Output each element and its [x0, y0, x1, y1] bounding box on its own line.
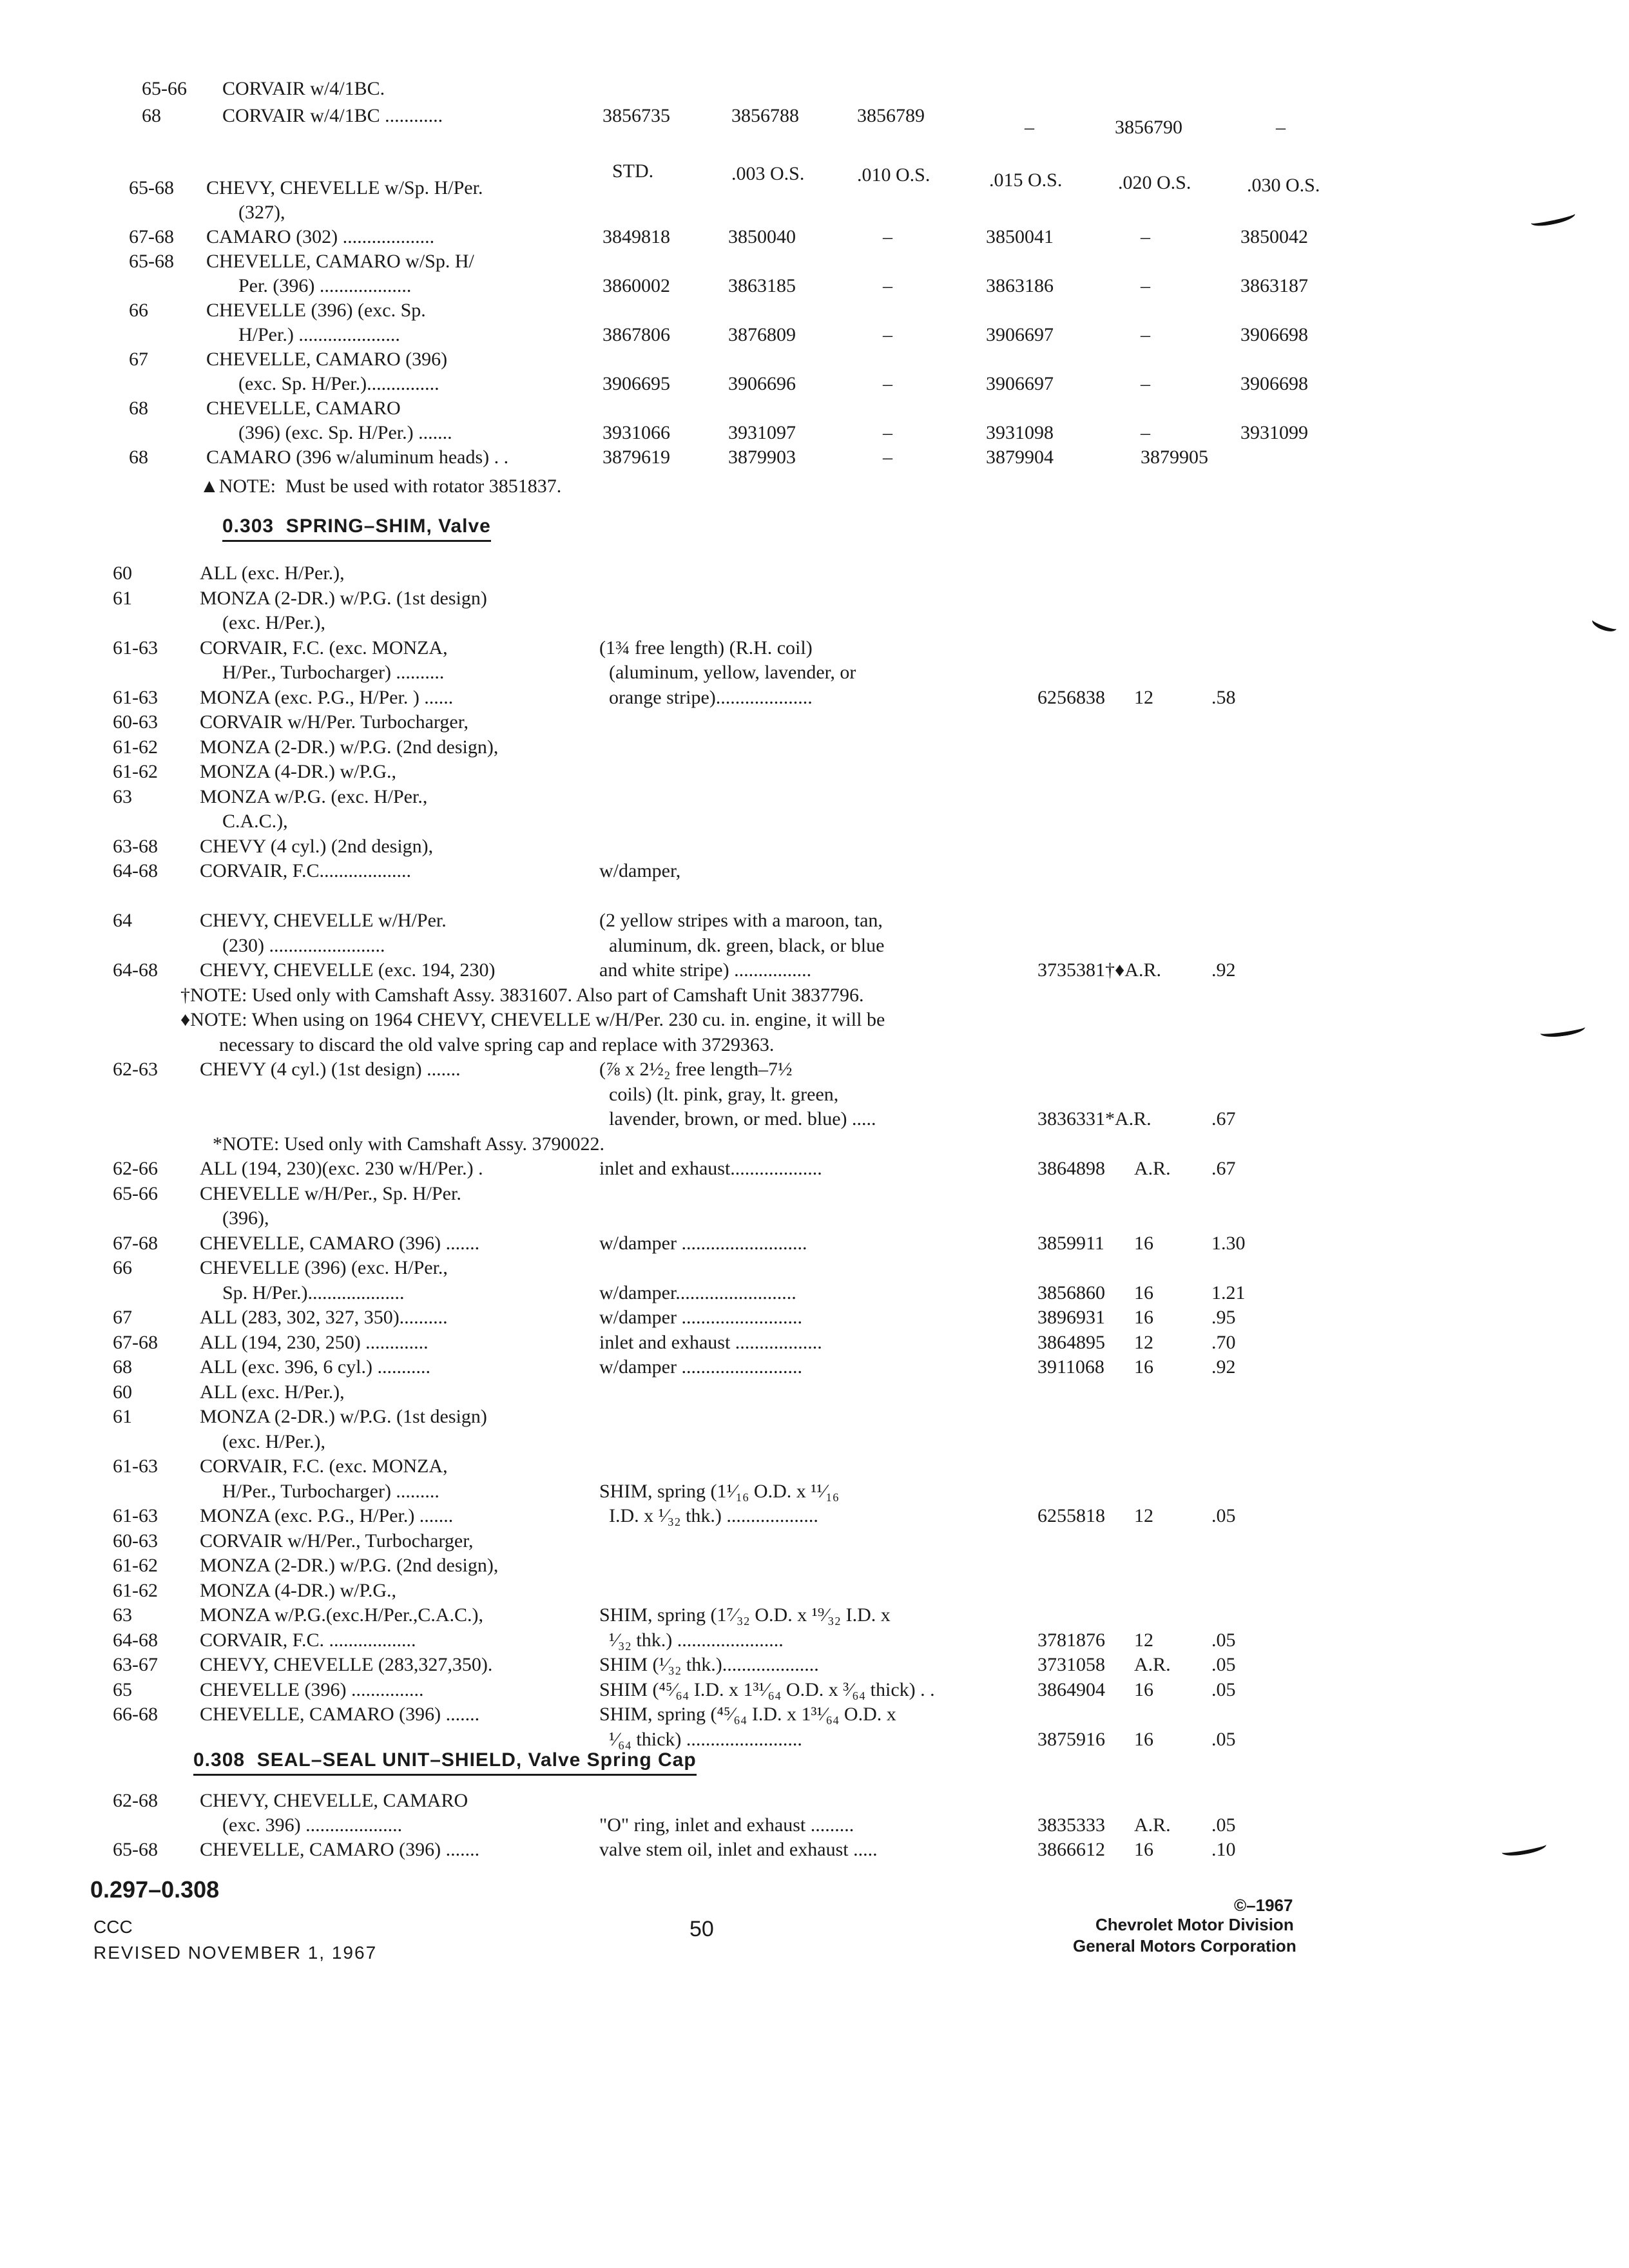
table-row [0, 759, 1629, 785]
value-cell: – [883, 226, 892, 247]
year-cell: 66 [113, 1257, 132, 1278]
model-cell: CHEVY, CHEVELLE w/H/Per. [200, 910, 447, 931]
table-row [0, 1727, 1629, 1753]
table-row [0, 1206, 1629, 1231]
table-row [0, 249, 1629, 274]
description-cell: SHIM, spring (⁴⁵⁄₆₄ I.D. x 1³¹⁄₆₄ O.D. x [599, 1704, 896, 1725]
model-cell: †NOTE: Used only with Camshaft Assy. 3831607. Also part of Camshaft Unit 3837796. [180, 984, 864, 1006]
model-cell: CORVAIR w/H/Per., Turbocharger, [200, 1530, 474, 1552]
value-cell: 3860002 [602, 275, 670, 296]
value-cell: 3863187 [1240, 275, 1308, 296]
value-cell: 3876809 [728, 324, 796, 345]
table-row [0, 1812, 1629, 1838]
price-cell: .70 [1211, 1331, 1236, 1353]
table-row [0, 957, 1629, 983]
model-cell: CHEVY (4 cyl.) (1st design) ....... [200, 1059, 461, 1080]
year-cell: 67-68 [113, 1331, 158, 1353]
value-cell: – [883, 275, 892, 296]
year-cell: 63 [113, 785, 132, 807]
model-cell: CORVAIR, F.C. .................. [200, 1629, 416, 1651]
year-cell: 64-68 [113, 860, 158, 881]
model-cell: (396) (exc. Sp. H/Per.) ....... [238, 422, 452, 443]
table-row [0, 1106, 1629, 1132]
table-row [0, 561, 1629, 586]
table-row [0, 1255, 1629, 1281]
year-cell: 60 [113, 562, 132, 584]
table-row [0, 298, 1629, 323]
description-cell: SHIM (⁴⁵⁄₆₄ I.D. x 1³¹⁄₆₄ O.D. x ³⁄₆₄ thick) . . [599, 1678, 935, 1700]
value-cell: 3906695 [602, 373, 670, 394]
quantity-cell: 16 [1134, 1728, 1153, 1750]
model-cell: ALL (exc. 396, 6 cyl.) ........... [200, 1356, 430, 1378]
model-cell: CHEVY, CHEVELLE (283,327,350). [200, 1654, 493, 1675]
table-row [0, 1156, 1629, 1182]
model-cell: H/Per.) ..................... [238, 324, 400, 345]
model-cell: ALL (exc. H/Per.), [200, 1381, 345, 1403]
year-cell: 65 [113, 1678, 132, 1700]
table-row [0, 1231, 1629, 1256]
quantity-cell: 12 [1134, 1505, 1153, 1526]
description-cell: orange stripe).................... [599, 686, 813, 708]
year-cell: 65-68 [129, 251, 174, 272]
year-cell: 62-66 [113, 1158, 158, 1179]
year-cell: 68 [129, 398, 148, 419]
year-cell: 68 [129, 447, 148, 468]
year-cell: 68 [113, 1356, 132, 1378]
part-number-cell: 3859911 [1037, 1232, 1104, 1254]
value-cell: 3931098 [986, 422, 1054, 443]
value-cell: 3879904 [986, 447, 1054, 468]
year-cell: 62-63 [113, 1059, 158, 1080]
value-cell: 3863186 [986, 275, 1054, 296]
quantity-cell: 12 [1134, 1629, 1153, 1651]
model-cell: ALL (exc. H/Per.), [200, 562, 345, 584]
table-row [0, 809, 1629, 834]
year-cell: 61-63 [113, 1456, 158, 1477]
table-row [0, 685, 1629, 711]
model-cell: H/Per., Turbocharger) .......... [213, 662, 445, 683]
description-cell: (⅞ x 2½₂ free length–7½ [599, 1059, 793, 1080]
model-cell: CHEVELLE (396) (exc. H/Per., [200, 1257, 448, 1278]
table-row [0, 1479, 1629, 1504]
table-row [0, 322, 1629, 348]
table-row [0, 660, 1629, 686]
description-cell: SHIM, spring (1⁷⁄₃₂ O.D. x ¹⁹⁄₃₂ I.D. x [599, 1604, 891, 1626]
table-row [0, 933, 1629, 959]
description-cell: lavender, brown, or med. blue) ..... [599, 1108, 876, 1129]
description-cell: (aluminum, yellow, lavender, or [599, 662, 856, 683]
year-cell: 63 [113, 1604, 132, 1626]
description-cell: valve stem oil, inlet and exhaust ..... [599, 1839, 878, 1860]
year-cell: 64 [113, 910, 132, 931]
table-row [0, 1354, 1629, 1380]
model-cell: ALL (283, 302, 327, 350).......... [200, 1307, 448, 1328]
table-row [0, 610, 1629, 636]
part-number-cell: 3896931 [1037, 1307, 1105, 1328]
description-cell: w/damper, [599, 860, 681, 881]
year-cell: 61 [113, 587, 132, 609]
part-number-cell: 3864895 [1037, 1331, 1105, 1353]
model-cell: CHEVELLE (396) (exc. Sp. [206, 300, 426, 321]
quantity-cell: 16 [1134, 1678, 1153, 1700]
year-cell: 65-66 [113, 1182, 158, 1204]
price-cell: .05 [1211, 1654, 1236, 1675]
model-cell: CHEVY, CHEVELLE w/Sp. H/Per. [206, 177, 483, 198]
model-cell: CHEVY (4 cyl.) (2nd design), [200, 835, 434, 857]
price-cell: .95 [1211, 1307, 1236, 1328]
table-row [0, 396, 1629, 421]
model-cell: Per. (396) ................... [238, 275, 412, 296]
description-cell: I.D. x ¹⁄₃₂ thk.) ................... [599, 1505, 818, 1526]
part-number-cell: 3866612 [1037, 1839, 1105, 1860]
price-cell: .67 [1211, 1158, 1236, 1179]
description-cell: ¹⁄₆₄ thick) ........................ [599, 1728, 802, 1750]
model-cell: Sp. H/Per.).................... [213, 1282, 405, 1303]
group-range: 0.297–0.308 [90, 1876, 220, 1903]
table-row [0, 1007, 1629, 1033]
year-cell: 60 [113, 1381, 132, 1403]
value-cell: – [883, 447, 892, 468]
model-cell: CORVAIR, F.C................... [200, 860, 412, 881]
model-cell: MONZA (2-DR.) w/P.G. (1st design) [200, 1406, 487, 1427]
table-row [0, 1628, 1629, 1653]
table-row [0, 1379, 1629, 1405]
table-row [0, 883, 1629, 909]
value-cell: – [1141, 275, 1150, 296]
quantity-cell: A.R. [1134, 1814, 1171, 1836]
part-number-cell: 3731058 [1037, 1654, 1105, 1675]
price-cell: 1.30 [1211, 1232, 1246, 1254]
model-cell: (exc. Sp. H/Per.)............... [238, 373, 439, 394]
description-cell: (1¾ free length) (R.H. coil) [599, 637, 813, 658]
price-cell: .92 [1211, 1356, 1236, 1378]
corporation: General Motors Corporation [1073, 1936, 1296, 1956]
price-cell: .05 [1211, 1629, 1236, 1651]
table-row [0, 1404, 1629, 1430]
year-cell: 65-68 [129, 177, 174, 198]
value-cell: – [1141, 226, 1150, 247]
year-cell: 61-62 [113, 1555, 158, 1576]
year-cell: 64-68 [113, 959, 158, 981]
model-cell: CHEVELLE, CAMARO (396) ....... [200, 1839, 480, 1860]
part-number-cell: 3875916 [1037, 1728, 1105, 1750]
part-number-cell: 3864904 [1037, 1678, 1105, 1700]
model-cell: necessary to discard the old valve spring cap and replace with 3729363. [180, 1033, 775, 1055]
part-number-cell: 3835333 [1037, 1814, 1105, 1836]
table-row [0, 1057, 1629, 1082]
value-cell: – [1141, 422, 1150, 443]
list-item: 65-66 CORVAIR w/4/1BC. [142, 78, 385, 99]
year-cell: 66 [129, 300, 148, 321]
part-number-cell: 3864898 [1037, 1158, 1105, 1179]
table-row [0, 1330, 1629, 1356]
table-row [0, 1305, 1629, 1331]
model-cell: MONZA w/P.G. (exc. H/Per., [200, 785, 428, 807]
description-cell: (2 yellow stripes with a maroon, tan, [599, 910, 883, 931]
model-cell: (230) ........................ [213, 934, 385, 956]
value-cell: – [883, 324, 892, 345]
table-row [0, 1837, 1629, 1863]
table-row [0, 1503, 1629, 1529]
note: ▲NOTE: Must be used with rotator 3851837. [200, 476, 562, 497]
model-cell: ♦NOTE: When using on 1964 CHEVY, CHEVELLE w/H/Per. 230 cu. in. engine, it will be [180, 1009, 885, 1030]
quantity-cell: 16 [1134, 1356, 1153, 1378]
price-cell: 1.21 [1211, 1282, 1246, 1303]
table-row [0, 735, 1629, 760]
description-cell: ¹⁄₃₂ thk.) ...................... [599, 1629, 784, 1651]
quantity-cell: 16 [1134, 1282, 1153, 1303]
table-row [0, 1082, 1629, 1108]
model-cell: MONZA w/P.G.(exc.H/Per.,C.A.C.), [200, 1604, 483, 1626]
model-cell: (exc. 396) .................... [213, 1814, 403, 1836]
model-cell: MONZA (4-DR.) w/P.G., [200, 761, 397, 782]
description-cell: aluminum, dk. green, black, or blue [599, 934, 885, 956]
year-cell: 67 [129, 349, 148, 370]
quantity-cell: A.R. [1134, 1654, 1171, 1675]
table-row [0, 1702, 1629, 1727]
value-cell: 3906698 [1240, 373, 1308, 394]
price-cell: .58 [1211, 686, 1236, 708]
value-cell: 3931097 [728, 422, 796, 443]
value-cell: 3906698 [1240, 324, 1308, 345]
table-row [0, 1652, 1629, 1678]
model-cell: CHEVELLE (396) ............... [200, 1678, 424, 1700]
description-cell: w/damper ......................... [599, 1356, 802, 1378]
year-cell: 67-68 [113, 1232, 158, 1254]
table-row [0, 1032, 1629, 1058]
quantity-cell: 16 [1134, 1839, 1153, 1860]
model-cell: MONZA (exc. P.G., H/Per.) ....... [200, 1505, 454, 1526]
model-cell: (exc. H/Per.), [213, 612, 325, 633]
model-cell: CORVAIR, F.C. (exc. MONZA, [200, 637, 448, 658]
table-row [0, 445, 1629, 470]
value-cell: 3850040 [728, 226, 796, 247]
description-cell: SHIM, spring (1¹⁄₁₆ O.D. x ¹¹⁄₁₆ [599, 1480, 840, 1502]
table-row [0, 1429, 1629, 1455]
model-cell: CAMARO (302) ................... [206, 226, 435, 247]
price-cell: .67 [1211, 1108, 1236, 1129]
model-cell: CHEVELLE, CAMARO (396) ....... [200, 1704, 480, 1725]
part-number-cell: 6256838 [1037, 686, 1105, 708]
year-cell: 61-62 [113, 761, 158, 782]
description-cell: w/damper .......................... [599, 1232, 807, 1254]
price-cell: .05 [1211, 1678, 1236, 1700]
table-row [0, 1788, 1629, 1814]
value-cell: 3906697 [986, 373, 1054, 394]
model-cell: MONZA (2-DR.) w/P.G. (2nd design), [200, 736, 499, 758]
model-cell: MONZA (2-DR.) w/P.G. (2nd design), [200, 1555, 499, 1576]
table-row [0, 1528, 1629, 1554]
catalog-code: CCC [93, 1917, 133, 1937]
year-cell: 66-68 [113, 1704, 158, 1725]
table-row [0, 1578, 1629, 1604]
table-row [0, 420, 1629, 446]
description-cell: w/damper......................... [599, 1282, 796, 1303]
part-number-cell: 6255818 [1037, 1505, 1105, 1526]
year-cell: 64-68 [113, 1629, 158, 1651]
model-cell: CHEVY, CHEVELLE, CAMARO [200, 1790, 468, 1811]
value-cell: 3906697 [986, 324, 1054, 345]
column-headers: STD. .003 O.S. .010 O.S. .015 O.S. .020 O.S. .030 O.S. [612, 160, 1320, 196]
quantity-cell: 12 [1134, 686, 1153, 708]
year-cell: 61-62 [113, 1579, 158, 1601]
table-row [0, 983, 1629, 1008]
table-row [0, 224, 1629, 250]
table-row [0, 1553, 1629, 1579]
model-cell: (exc. H/Per.), [213, 1430, 325, 1452]
model-cell: CORVAIR, F.C. (exc. MONZA, [200, 1456, 448, 1477]
price-cell: .10 [1211, 1839, 1236, 1860]
year-cell: 60-63 [113, 1530, 158, 1552]
section-heading: 0.303 SPRING–SHIM, Valve [222, 515, 491, 542]
quantity-cell: A.R. [1134, 1158, 1171, 1179]
part-number-cell: 3735381†♦A.R. [1037, 959, 1161, 981]
table-row [0, 175, 1629, 201]
table-row [0, 908, 1629, 934]
value-cell: 3850041 [986, 226, 1054, 247]
model-cell: MONZA (2-DR.) w/P.G. (1st design) [200, 587, 487, 609]
value-cell: 3863185 [728, 275, 796, 296]
copyright: ©–1967 [1234, 1896, 1293, 1915]
part-number-cell: 3836331*A.R. [1037, 1108, 1152, 1129]
model-cell: MONZA (exc. P.G., H/Per. ) ...... [200, 686, 454, 708]
year-cell: 61 [113, 1406, 132, 1427]
year-cell: 65-68 [113, 1839, 158, 1860]
model-cell: CHEVELLE, CAMARO (396) [206, 349, 448, 370]
value-cell: – [1141, 324, 1150, 345]
table-row [0, 1454, 1629, 1479]
model-cell: ALL (194, 230, 250) ............. [200, 1331, 429, 1353]
table-row [0, 858, 1629, 884]
value-cell: 3849818 [602, 226, 670, 247]
table-row [0, 1131, 1629, 1157]
price-cell: .05 [1211, 1728, 1236, 1750]
table-row [0, 273, 1629, 299]
table-row [0, 1181, 1629, 1207]
value-cell: 3931099 [1240, 422, 1308, 443]
table-row [0, 200, 1629, 226]
model-cell: MONZA (4-DR.) w/P.G., [200, 1579, 397, 1601]
value-cell: 3931066 [602, 422, 670, 443]
quantity-cell: 12 [1134, 1331, 1153, 1353]
year-cell: 67 [113, 1307, 132, 1328]
model-cell: CAMARO (396 w/aluminum heads) . . [206, 447, 509, 468]
part-number-cell: 3781876 [1037, 1629, 1105, 1651]
table-row [0, 371, 1629, 397]
quantity-cell: 16 [1134, 1232, 1153, 1254]
value-cell: – [1141, 373, 1150, 394]
model-cell: CORVAIR w/H/Per. Turbocharger, [200, 711, 468, 733]
model-cell: *NOTE: Used only with Camshaft Assy. 3790022. [213, 1133, 605, 1155]
description-cell: SHIM (¹⁄₃₂ thk.).................... [599, 1654, 819, 1675]
model-cell: (327), [238, 202, 285, 223]
model-cell: C.A.C.), [213, 811, 288, 832]
table-row [0, 709, 1629, 735]
year-cell: 61-63 [113, 686, 158, 708]
table-row [0, 1677, 1629, 1703]
value-cell: 3879619 [602, 447, 670, 468]
description-cell: and white stripe) ................ [599, 959, 812, 981]
value-cell: 3850042 [1240, 226, 1308, 247]
table-row [0, 784, 1629, 810]
year-cell: 61-63 [113, 637, 158, 658]
value-cell: 3906696 [728, 373, 796, 394]
price-cell: .92 [1211, 959, 1236, 981]
value-cell: 3879903 [728, 447, 796, 468]
model-cell: (396), [213, 1207, 269, 1229]
description-cell: inlet and exhaust................... [599, 1158, 822, 1179]
year-cell: 63-68 [113, 835, 158, 857]
quantity-cell: 16 [1134, 1307, 1153, 1328]
year-cell: 63-67 [113, 1654, 158, 1675]
model-cell: CHEVELLE w/H/Per., Sp. H/Per. [200, 1182, 461, 1204]
table-row [0, 635, 1629, 661]
value-cell: 3879905 [1141, 447, 1208, 468]
section-heading: 0.308 SEAL–SEAL UNIT–SHIELD, Valve Spring Cap [193, 1749, 697, 1776]
description-cell: inlet and exhaust .................. [599, 1331, 822, 1353]
value-cell: – [883, 373, 892, 394]
year-cell: 67-68 [129, 226, 174, 247]
part-number-cell: 3856860 [1037, 1282, 1105, 1303]
model-cell: CHEVY, CHEVELLE (exc. 194, 230) [200, 959, 496, 981]
revision-date: REVISED NOVEMBER 1, 1967 [93, 1943, 378, 1963]
model-cell: H/Per., Turbocharger) ......... [213, 1480, 439, 1502]
value-cell: – [883, 422, 892, 443]
model-cell: CHEVELLE, CAMARO (396) ....... [200, 1232, 480, 1254]
year-cell: 62-68 [113, 1790, 158, 1811]
table-row [0, 1602, 1629, 1628]
model-cell: CHEVELLE, CAMARO [206, 398, 401, 419]
description-cell: w/damper ......................... [599, 1307, 802, 1328]
year-cell: 61-63 [113, 1505, 158, 1526]
description-cell: coils) (lt. pink, gray, lt. green, [599, 1083, 839, 1105]
part-number-cell: 3911068 [1037, 1356, 1104, 1378]
value-cell: 3867806 [602, 324, 670, 345]
division: Chevrolet Motor Division [1095, 1915, 1294, 1934]
list-item: 68 CORVAIR w/4/1BC ............ 3856735 3856788 3856789 – 3856790 – [142, 105, 1286, 138]
table-row [0, 347, 1629, 372]
year-cell: 61-62 [113, 736, 158, 758]
price-cell: .05 [1211, 1814, 1236, 1836]
model-cell: ALL (194, 230)(exc. 230 w/H/Per.) . [200, 1158, 483, 1179]
page-number: 50 [689, 1917, 714, 1941]
table-row [0, 586, 1629, 611]
table-row [0, 834, 1629, 860]
table-row [0, 1280, 1629, 1306]
price-cell: .05 [1211, 1505, 1236, 1526]
description-cell: "O" ring, inlet and exhaust ......... [599, 1814, 854, 1836]
model-cell: CHEVELLE, CAMARO w/Sp. H/ [206, 251, 474, 272]
year-cell: 60-63 [113, 711, 158, 733]
